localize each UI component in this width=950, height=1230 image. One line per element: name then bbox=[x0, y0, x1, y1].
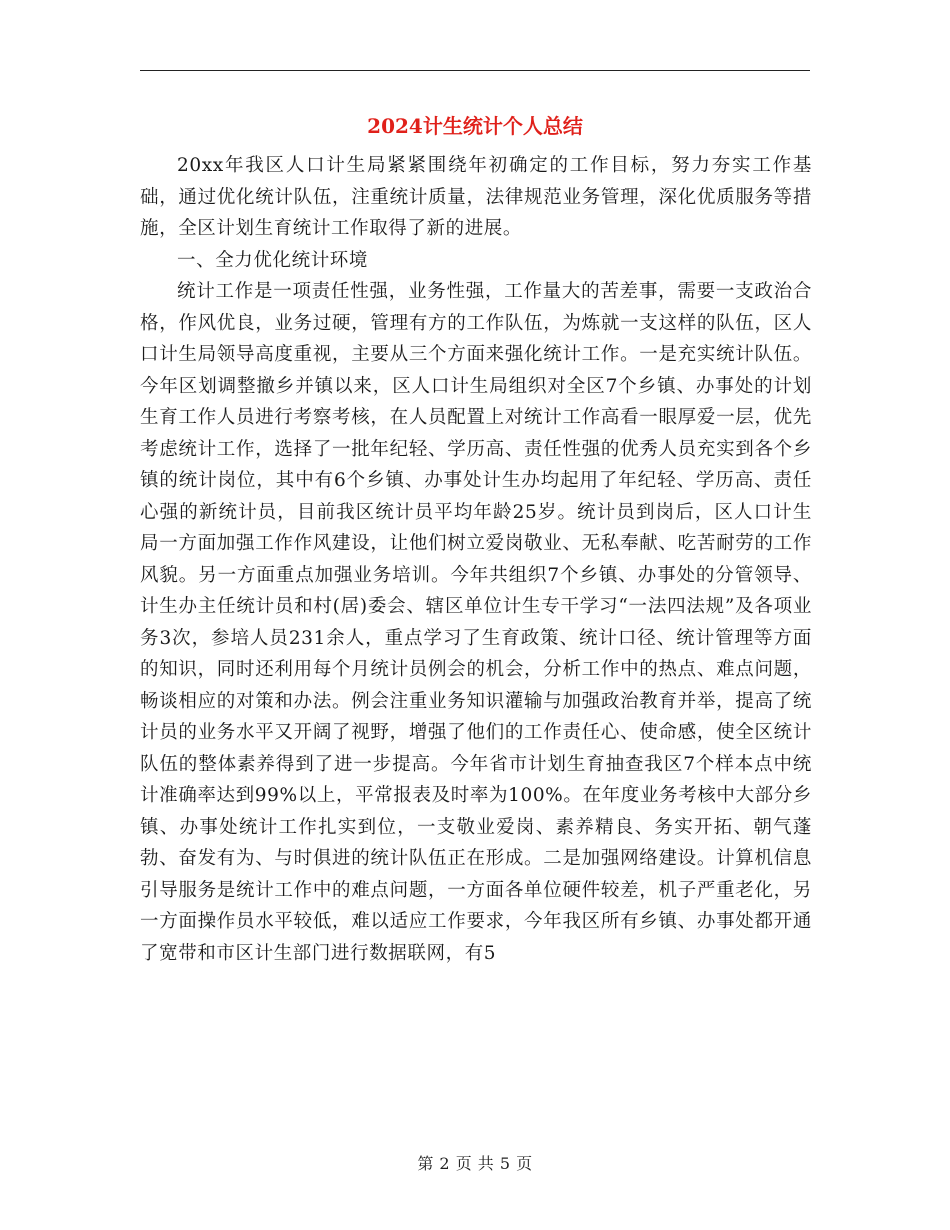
document-body bbox=[140, 150, 812, 969]
header-rule bbox=[140, 70, 810, 71]
paragraph-intro: 20xx年我区人口计生局紧紧围绕年初确定的工作目标，努力夯实工作基础，通过优化统计队伍，注重统计质量，法律规范业务管理，深化优质服务等措施，全区计划生育统计工作取得了新的进展。 bbox=[140, 155, 812, 239]
section-heading-1: 一、全力优化统计环境 bbox=[177, 249, 369, 271]
page-number-footer: 第 2 页 共 5 页 bbox=[417, 1154, 533, 1173]
document-title: 2024计生统计个人总结 bbox=[367, 114, 583, 138]
paragraph-section-1: 统计工作是一项责任性强，业务性强，工作量大的苦差事，需要一支政治合格，作风优良，业务过硬，管理有方的工作队伍，为炼就一支这样的队伍，区人口计生局领导高度重视，主要从三个方面来强化统计工作。一是充实统计队伍。今年区划调整撤乡并镇以来，区人口计生局组织对全区7个乡镇、办事处的计划生育工作人员进行考察考核，在人员配置上对统计工作高看一眼厚爱一层，优先考虑统计工作，选择了一批年纪轻、学历高、责任性强的优秀人员充实到各个乡镇的统计岗位，其中有6个乡镇、办事处计生办均起用了年纪轻、学历高、责任心强的新统计员，目前我区统计员平均年龄25岁。统计员到岗后，区人口计生局一方面加强工作作风建设，让他们树立爱岗敬业、无私奉献、吃苦耐劳的工作风貌。另一方面重点加强业务培训。今年共组织7个乡镇、办事处的分管领导、计生办主任统计员和村(居)委会、辖区单位计生专干学习“一法四法规”及各项业务3次，参培人员231余人，重点学习了生育政策、统计口径、统计管理等方面的知识，同时还利用每个月统计员例会的机会，分析工作中的热点、难点问题，畅谈相应的对策和办法。例会注重业务知识灌输与加强政治教育并举，提高了统计员的业务水平又开阔了视野，增强了他们的工作责任心、使命感，使全区统计队伍的整体素养得到了进一步提高。今年省市计划生育抽查我区7个样本点中统计准确率达到99%以上，平常报表及时率为100%。在年度业务考核中大部分乡镇、办事处统计工作扎实到位，一支敬业爱岗、素养精良、务实开拓、朝气蓬勃、奋发有为、与时俱进的统计队伍正在形成。二是加强网络建设。计算机信息引导服务是统计工作中的难点问题，一方面各单位硬件较差，机子严重老化，另一方面操作员水平较低，难以适应工作要求，今年我区所有乡镇、办事处都开通了宽带和市区计生部门进行数据联网，有5 bbox=[140, 281, 812, 964]
